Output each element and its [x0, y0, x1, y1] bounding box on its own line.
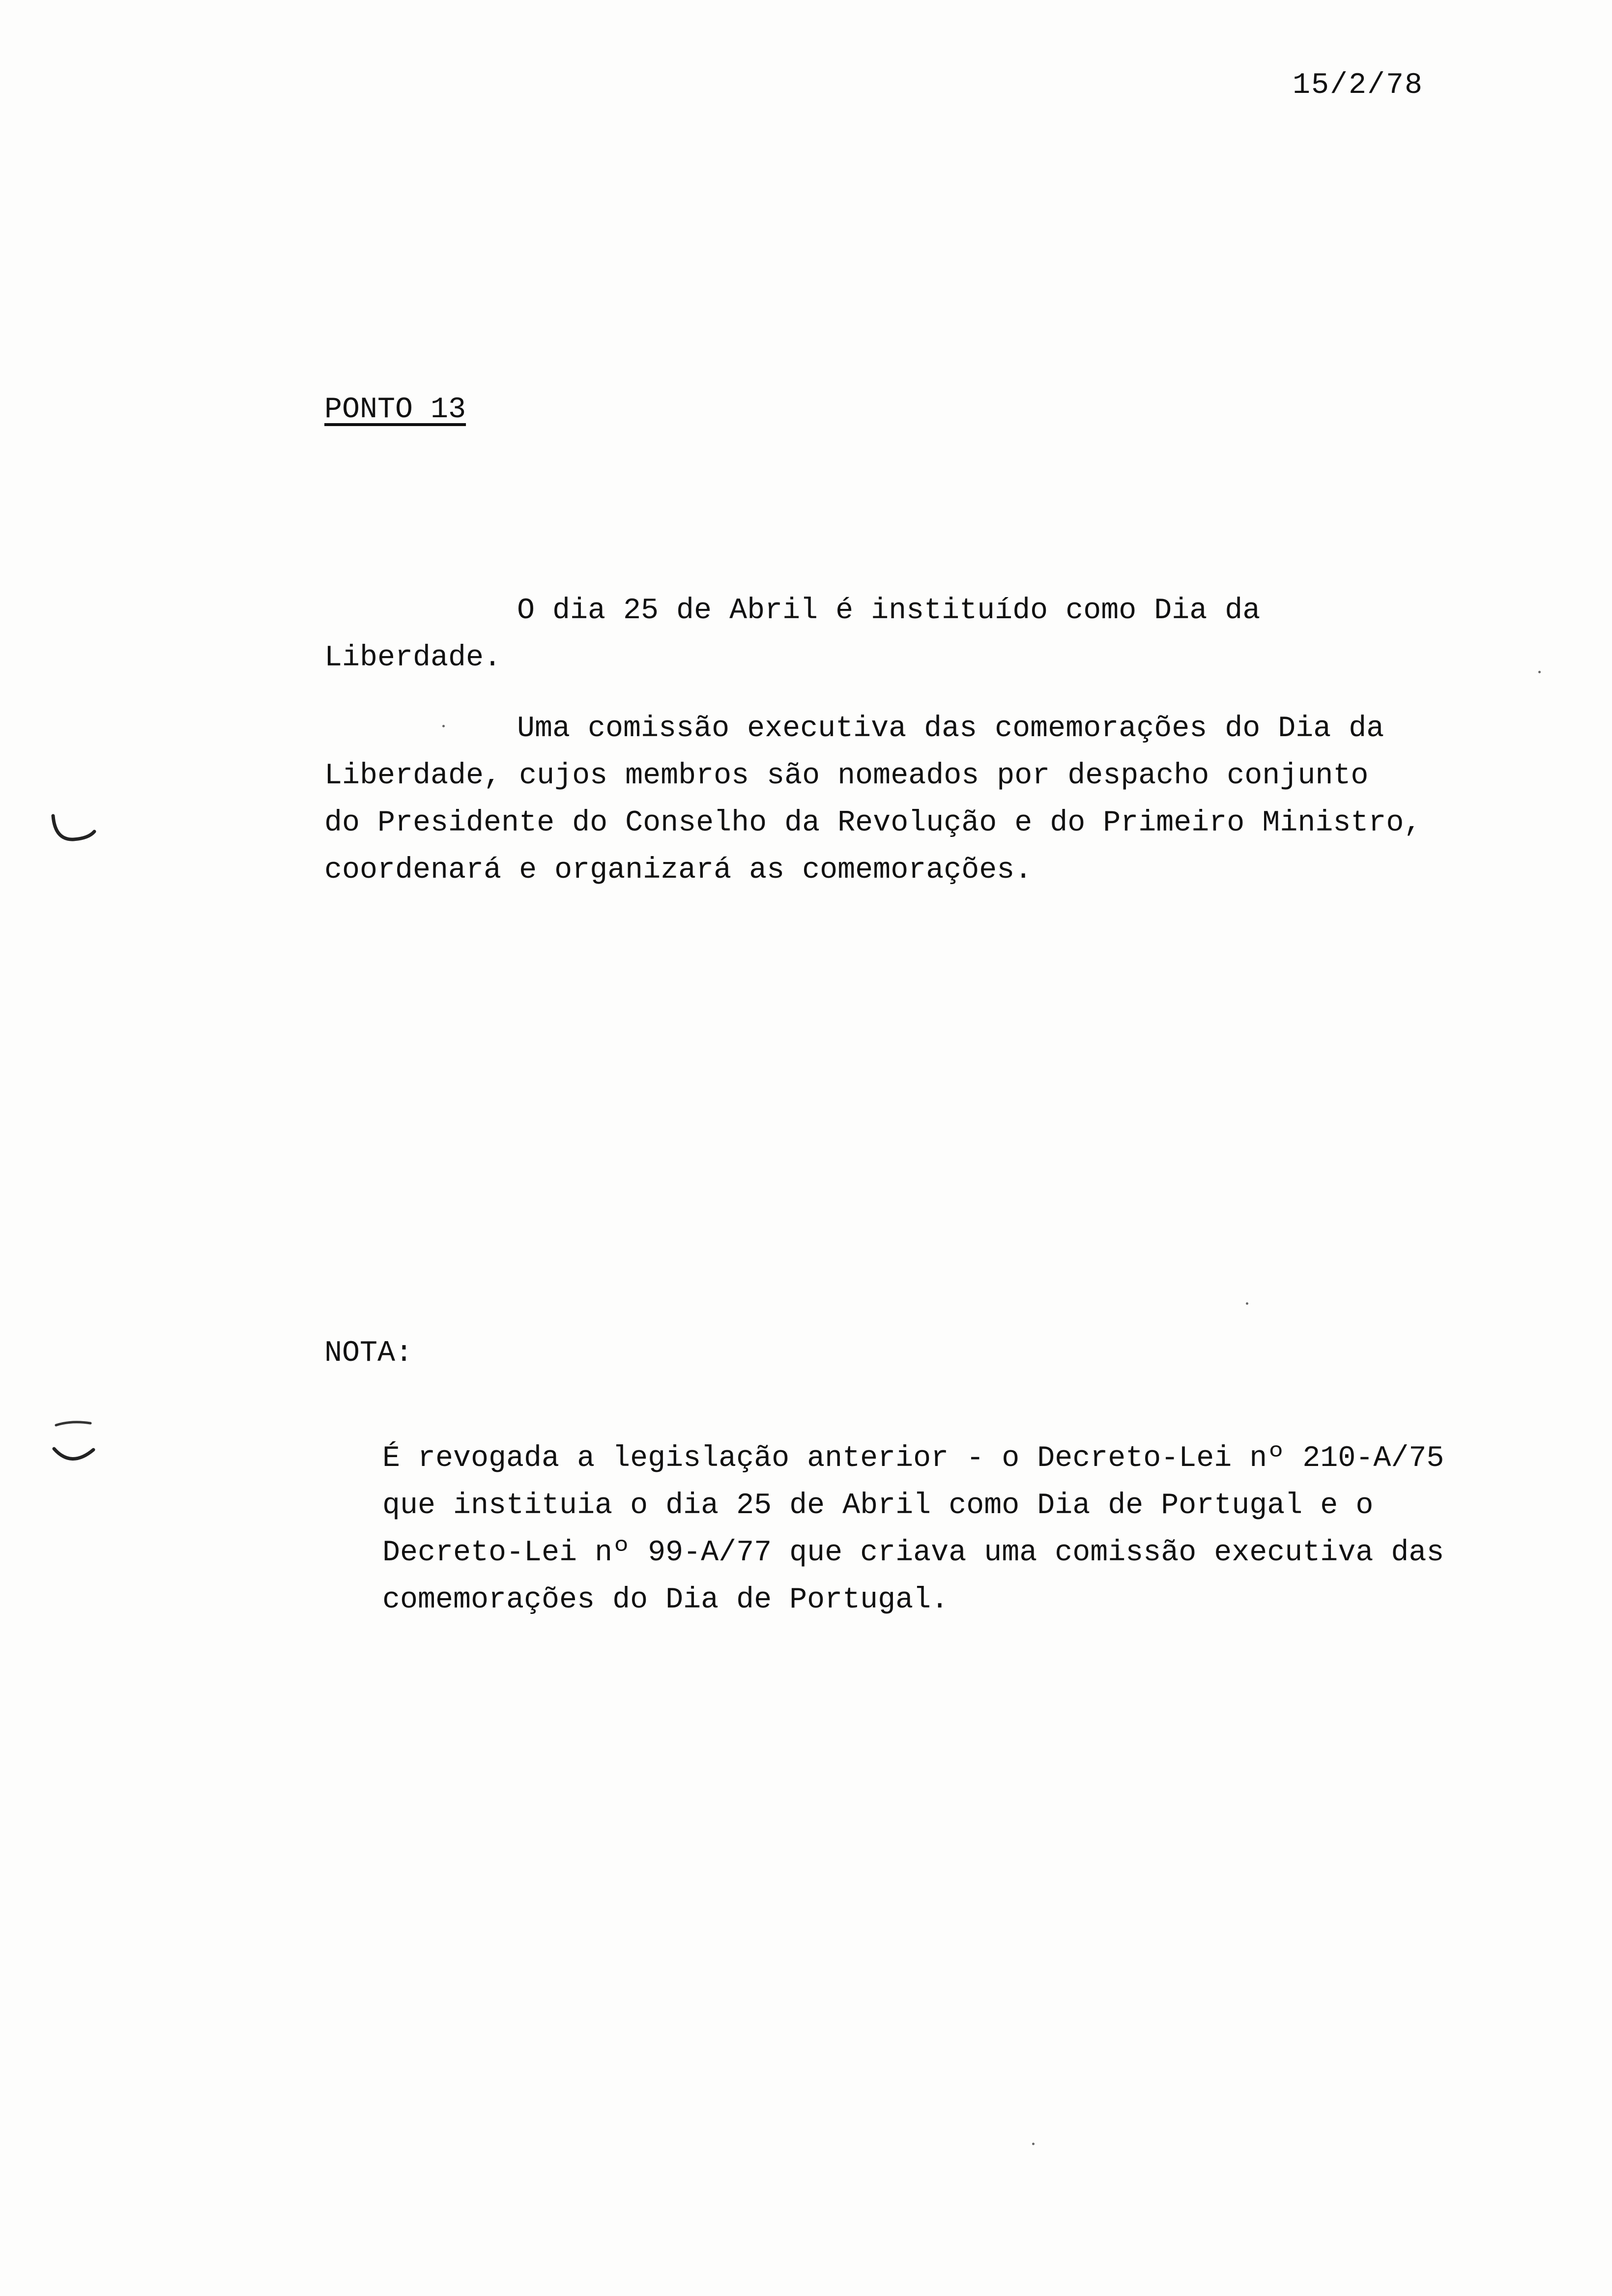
scan-speck [1246, 1302, 1248, 1305]
paragraph-2-line: Liberdade, cujos membros são nomeados por despacho conjunto [324, 759, 1369, 793]
paragraph-1 [324, 587, 1260, 682]
paragraph-1-line: O dia 25 de Abril é instituído como Dia da [517, 594, 1261, 628]
scan-speck [1538, 671, 1541, 673]
paragraph-2-line: Uma comissão executiva das comemorações do Dia da [517, 712, 1384, 746]
note-line: É revogada a legislação anterior - o Decreto-Lei nº 210-A/75 [382, 1442, 1444, 1475]
note-label: NOTA: [324, 1337, 413, 1370]
note-line: comemorações do Dia de Portugal. [382, 1583, 949, 1617]
punch-hole-mark-icon [49, 811, 98, 850]
paragraph-1-line: Liberdade. [324, 641, 502, 675]
note-line: que instituia o dia 25 de Abril como Dia de Portugal e o [382, 1489, 1374, 1522]
scan-speck [1032, 2143, 1035, 2145]
note-line: Decreto-Lei nº 99-A/77 que criava uma comissão executiva das [382, 1536, 1444, 1570]
paragraph-2-line: coordenará e organizará as comemorações. [324, 854, 1033, 887]
scan-speck [442, 725, 445, 727]
paragraph-2 [324, 705, 1421, 894]
note-text [382, 1435, 1444, 1624]
document-date: 15/2/78 [1293, 69, 1424, 102]
punch-hole-mark-icon [49, 1415, 98, 1469]
paragraph-2-line: do Presidente do Conselho da Revolução e do Primeiro Ministro, [324, 806, 1422, 840]
section-title: PONTO 13 [324, 393, 466, 427]
